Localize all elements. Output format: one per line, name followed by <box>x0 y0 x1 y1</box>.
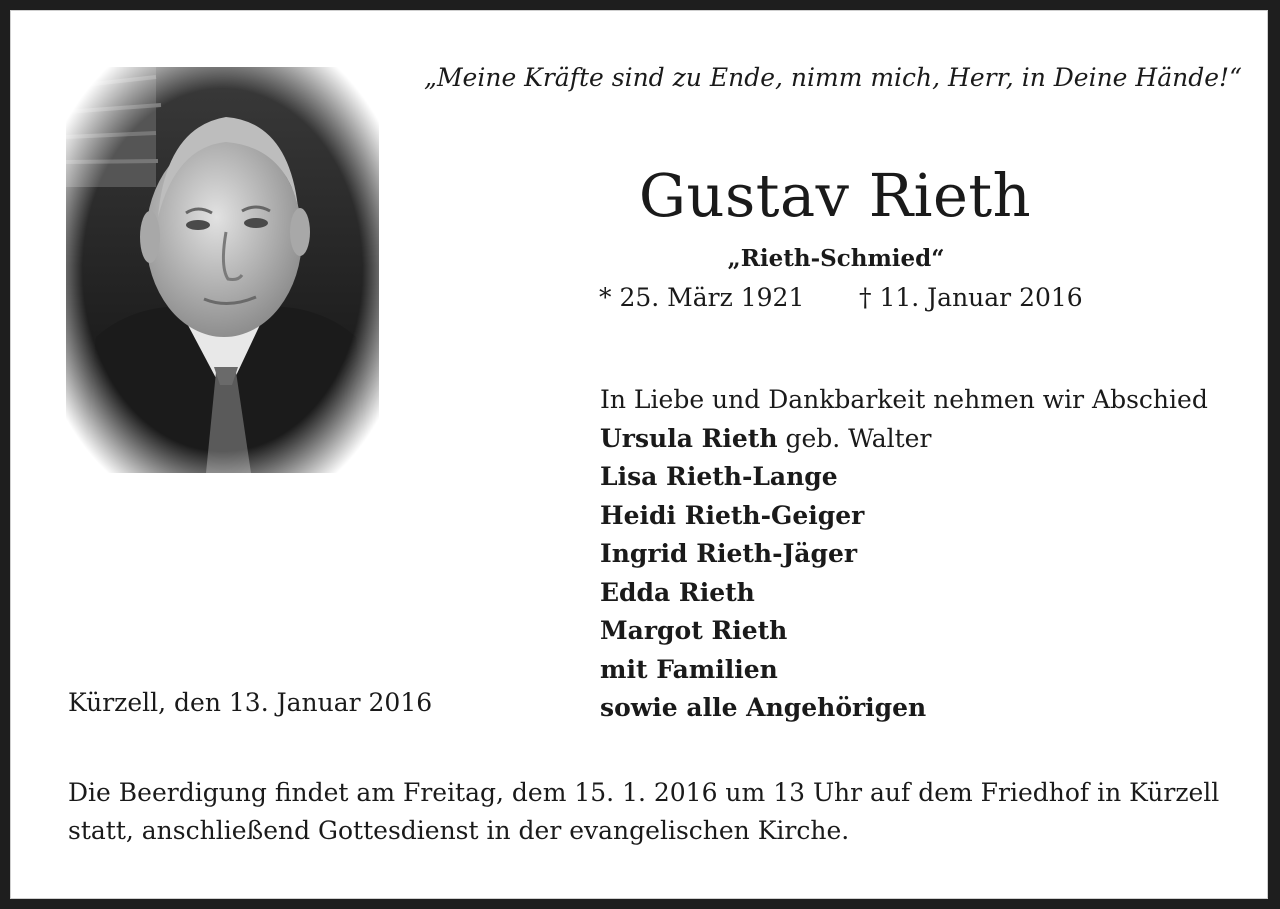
mourner-relatives: sowie alle Angehörigen <box>600 693 927 722</box>
funeral-notice <box>68 774 1228 850</box>
mourner-families: mit Familien <box>600 654 778 684</box>
deceased-name: Gustav Rieth <box>638 161 1032 230</box>
place-and-date: Kürzell, den 13. Januar 2016 <box>68 688 433 717</box>
deceased-nickname: „Rieth-Schmied“ <box>727 245 945 272</box>
mourner-spouse <box>600 420 1240 459</box>
farewell-intro: In Liebe und Dankbarkeit nehmen wir Abschied <box>600 385 1208 414</box>
mourner-name: Edda Rieth <box>600 577 755 607</box>
death-date: † 11. Januar 2016 <box>859 283 1083 312</box>
mourner-name: Lisa Rieth-Lange <box>600 462 838 491</box>
funeral-line: statt, anschließend Gottesdienst in der evangelischen Kirche. <box>68 816 850 845</box>
bible-quote: „Meine Kräfte sind zu Ende, nimm mich, Herr, in Deine Hände!“ <box>424 63 1242 92</box>
mourner-name: Margot Rieth <box>600 616 788 645</box>
birth-date: * 25. März 1921 <box>599 283 805 312</box>
funeral-line: Die Beerdigung findet am Freitag, dem 15. 1. 2016 um 13 Uhr auf dem Friedhof in Kürzell <box>68 778 1220 807</box>
spouse-maiden-name: geb. Walter <box>777 423 932 453</box>
mourner-name: Heidi Rieth-Geiger <box>600 500 865 530</box>
obituary-notice <box>10 10 1268 899</box>
spouse-name: Ursula Rieth <box>600 423 778 453</box>
mourners-list <box>600 381 1240 728</box>
portrait-photo <box>66 67 379 473</box>
mourner-name: Ingrid Rieth-Jäger <box>600 539 858 568</box>
